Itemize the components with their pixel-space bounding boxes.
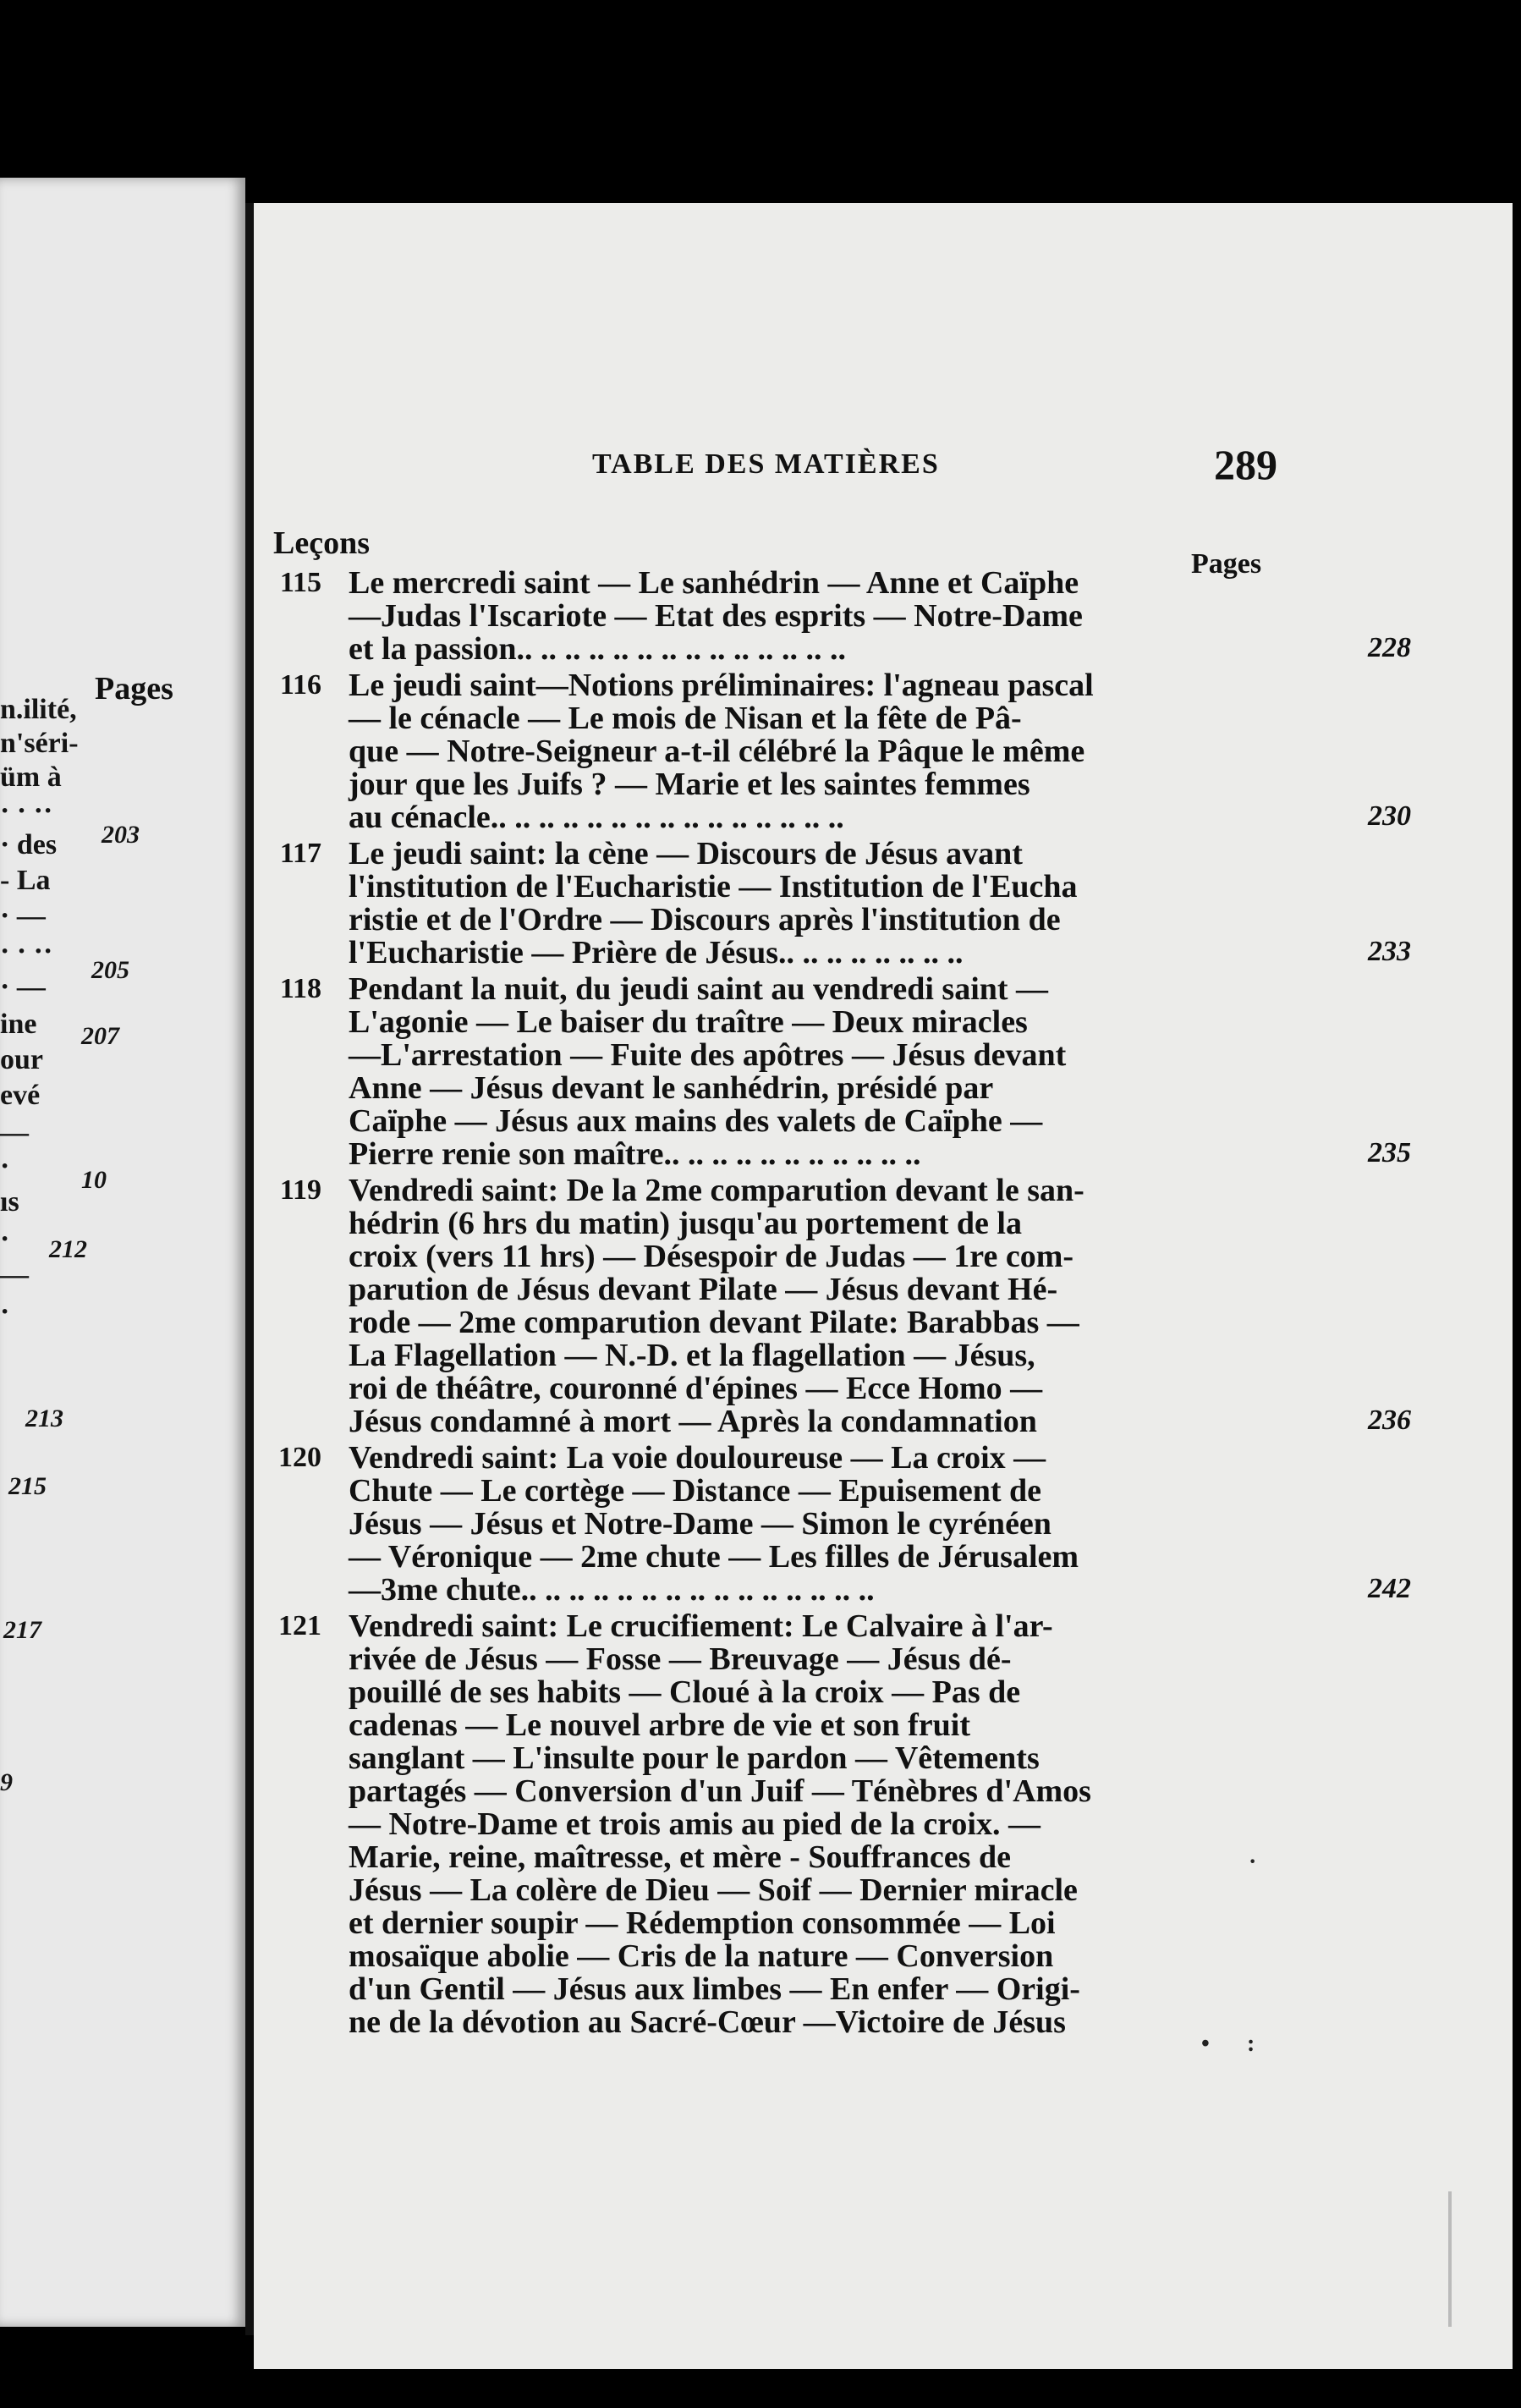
facing-fragment: our [0,1044,43,1075]
toc-entry [254,565,1411,667]
facing-fragment: — [0,1259,29,1290]
lesson-title-line: ristie et de l'Ordre — Discours après l'institution de [349,902,1061,937]
facing-page-number: 213 [25,1405,63,1432]
book-gutter [245,203,254,2335]
lesson-title-line: La Flagellation — N.-D. et la flagellation — Jésus, [349,1338,1035,1373]
lesson-title-line: Anne — Jésus devant le sanhédrin, présidé par [349,1070,994,1106]
facing-page-number: 205 [91,956,129,984]
lesson-title-line: cadenas — Le nouvel arbre de vie et son fruit [349,1707,970,1743]
facing-fragment: · des [0,829,58,860]
lesson-title-line: sanglant — L'insulte pour le pardon — Vêtements [349,1740,1040,1776]
toc-entry [254,1173,1411,1439]
lesson-title-line: rivée de Jésus — Fosse — Breuvage — Jésus dé- [349,1641,1012,1677]
lesson-title-line: — le cénacle — Le mois de Nisan et la fête de Pâ- [349,701,1022,736]
facing-page-number: 203 [102,821,140,849]
toc-entry [254,971,1411,1172]
lesson-title-line: roi de théâtre, couronné d'épines — Ecce Homo — [349,1371,1043,1406]
facing-fragment: · · ·· [0,795,53,827]
facing-page [0,178,245,2327]
facing-fragment: · · ·· [0,936,53,967]
facing-page-number: 215 [8,1472,47,1500]
page-number: 289 [1214,441,1277,488]
facing-fragment: · [0,1223,10,1255]
lesson-title-line: l'Eucharistie — Prière de Jésus.. .. .. .. .. .. .. .. [349,935,964,970]
lesson-title [349,1442,1279,1607]
lesson-title-line: croix (vers 11 hrs) — Désespoir de Judas — 1re com- [349,1239,1074,1274]
page-edge-mark [1448,2191,1452,2327]
lesson-title [349,1174,1279,1438]
facing-page-number: 10 [81,1166,107,1194]
facing-fragment: ine [0,1009,37,1040]
lesson-title [349,669,1279,834]
lesson-title-line: l'institution de l'Eucharistie — Institution de l'Eucha [349,869,1078,904]
lesson-number: 117 [279,838,321,869]
facing-fragment: · — [0,900,46,932]
facing-page-number: 9 [0,1768,13,1796]
lesson-number: 121 [278,1610,321,1641]
lesson-page-number: 228 [1368,632,1411,663]
facing-page-number: 217 [3,1616,41,1644]
lesson-title-line: Vendredi saint: De la 2me comparution devant le san- [349,1173,1084,1208]
lesson-title-line: —L'arrestation — Fuite des apôtres — Jésus devant [349,1037,1067,1073]
facing-page-number: 212 [49,1235,87,1263]
lesson-title-line: — Véronique — 2me chute — Les filles de Jérusalem [349,1539,1079,1575]
lesson-number: 115 [279,567,321,598]
facing-fragment: - La [0,865,51,896]
lesson-title-line: et dernier soupir — Rédemption consommée — Loi [349,1905,1056,1941]
lesson-title-line: Le jeudi saint—Notions préliminaires: l'agneau pascal [349,668,1094,703]
lesson-title-line: au cénacle.. .. .. .. .. .. .. .. .. .. .. .. .. .. .. [349,800,844,835]
margin-dot: · [1249,1849,1257,1875]
toc-entry [254,836,1411,970]
lesson-title-line: partagés — Conversion d'un Juif — Ténèbres d'Amos [349,1773,1091,1809]
lesson-page-number: 233 [1368,936,1411,967]
lesson-title-line: mosaïque abolie — Cris de la nature — Conversion [349,1938,1054,1974]
lesson-title-line: jour que les Juifs ? — Marie et les saintes femmes [349,767,1030,802]
running-title: TABLE DES MATIÈRES [592,448,940,480]
lesson-number: 119 [279,1174,321,1206]
lesson-title-line: Jésus condamné à mort — Après la condamnation [349,1404,1037,1439]
margin-dot: • [1201,2031,1210,2057]
facing-fragment: · — [0,971,46,1003]
facing-fragment: · [0,1296,10,1328]
lesson-title-line: —Judas l'Iscariote — Etat des esprits — Notre-Dame [349,598,1083,634]
lesson-title-line: Le jeudi saint: la cène — Discours de Jésus avant [349,836,1023,871]
lesson-title-line: Le mercredi saint — Le sanhédrin — Anne et Caïphe [349,565,1079,601]
lesson-title-line: Caïphe — Jésus aux mains des valets de Caïphe — [349,1103,1043,1139]
lesson-number: 116 [279,669,321,701]
lesson-page-number: 236 [1368,1405,1411,1436]
lesson-page-number: 230 [1368,800,1411,832]
lesson-title-line: —3me chute.. .. .. .. .. .. .. .. .. .. .. .. .. .. .. [349,1572,875,1608]
lesson-page-number: 235 [1368,1137,1411,1168]
lesson-number: 120 [278,1442,321,1473]
lesson-title-line: — Notre-Dame et trois amis au pied de la croix. — [349,1806,1041,1842]
lesson-title-line: Jésus — Jésus et Notre-Dame — Simon le cyrénéen [349,1506,1052,1542]
lesson-title-line: et la passion.. .. .. .. .. .. .. .. .. .. .. .. .. .. [349,631,846,667]
lesson-title-line: pouillé de ses habits — Cloué à la croix — Pas de [349,1674,1021,1710]
facing-fragment: evé [0,1080,41,1111]
toc-entry [254,1610,1354,2039]
facing-fragment: ıs [0,1186,19,1218]
facing-fragment: — [0,1117,29,1148]
lesson-title-line: que — Notre-Seigneur a-t-il célébré la Pâque le même [349,734,1085,769]
facing-page-pages-label: Pages [95,671,173,706]
page-header [254,440,1513,491]
lesson-title-line: hédrin (6 hrs du matin) jusqu'au portement de la [349,1206,1022,1241]
lesson-title-line: rode — 2me comparution devant Pilate: Barabbas — [349,1305,1079,1340]
lesson-title-line: Vendredi saint: La voie douloureuse — La croix — [349,1440,1046,1476]
lesson-title-line: parution de Jésus devant Pilate — Jésus devant Hé- [349,1272,1058,1307]
lesson-title-line: Chute — Le cortège — Distance — Epuisement de [349,1473,1042,1509]
lesson-title [349,567,1279,666]
lesson-title [349,1610,1279,2039]
column-header-pages: Pages [1191,548,1262,580]
lesson-title-line: d'un Gentil — Jésus aux limbes — En enfer — Origi- [349,1971,1080,2007]
facing-fragment: üm à [0,761,62,793]
facing-fragment: · [0,1151,10,1182]
toc-entry [254,668,1411,835]
lesson-title-line: Vendredi saint: Le crucifiement: Le Calvaire à l'ar- [349,1608,1053,1644]
facing-fragment: n.ilité, [0,694,77,725]
lesson-title-line: Marie, reine, maîtresse, et mère - Souffrances de [349,1839,1011,1875]
margin-dot: : [1247,2031,1255,2057]
table-of-contents [254,565,1411,2042]
lesson-title-line: Jésus — La colère de Dieu — Soif — Dernier miracle [349,1872,1078,1908]
lesson-number: 118 [279,973,321,1004]
column-header-lecons: Leçons [273,525,370,561]
lesson-page-number: 242 [1368,1573,1411,1604]
lesson-title-line: ne de la dévotion au Sacré-Cœur —Victoire de Jésus [349,2004,1066,2040]
lesson-title-line: L'agonie — Le baiser du traître — Deux miracles [349,1004,1028,1040]
facing-page-number: 207 [81,1022,119,1050]
lesson-title-line: Pendant la nuit, du jeudi saint au vendredi saint — [349,971,1049,1007]
lesson-title [349,973,1279,1171]
lesson-title [349,838,1279,970]
lesson-title-line: Pierre renie son maître.. .. .. .. .. .. .. .. .. .. .. [349,1136,921,1172]
facing-fragment: n'séri- [0,728,79,759]
toc-entry [254,1440,1411,1608]
